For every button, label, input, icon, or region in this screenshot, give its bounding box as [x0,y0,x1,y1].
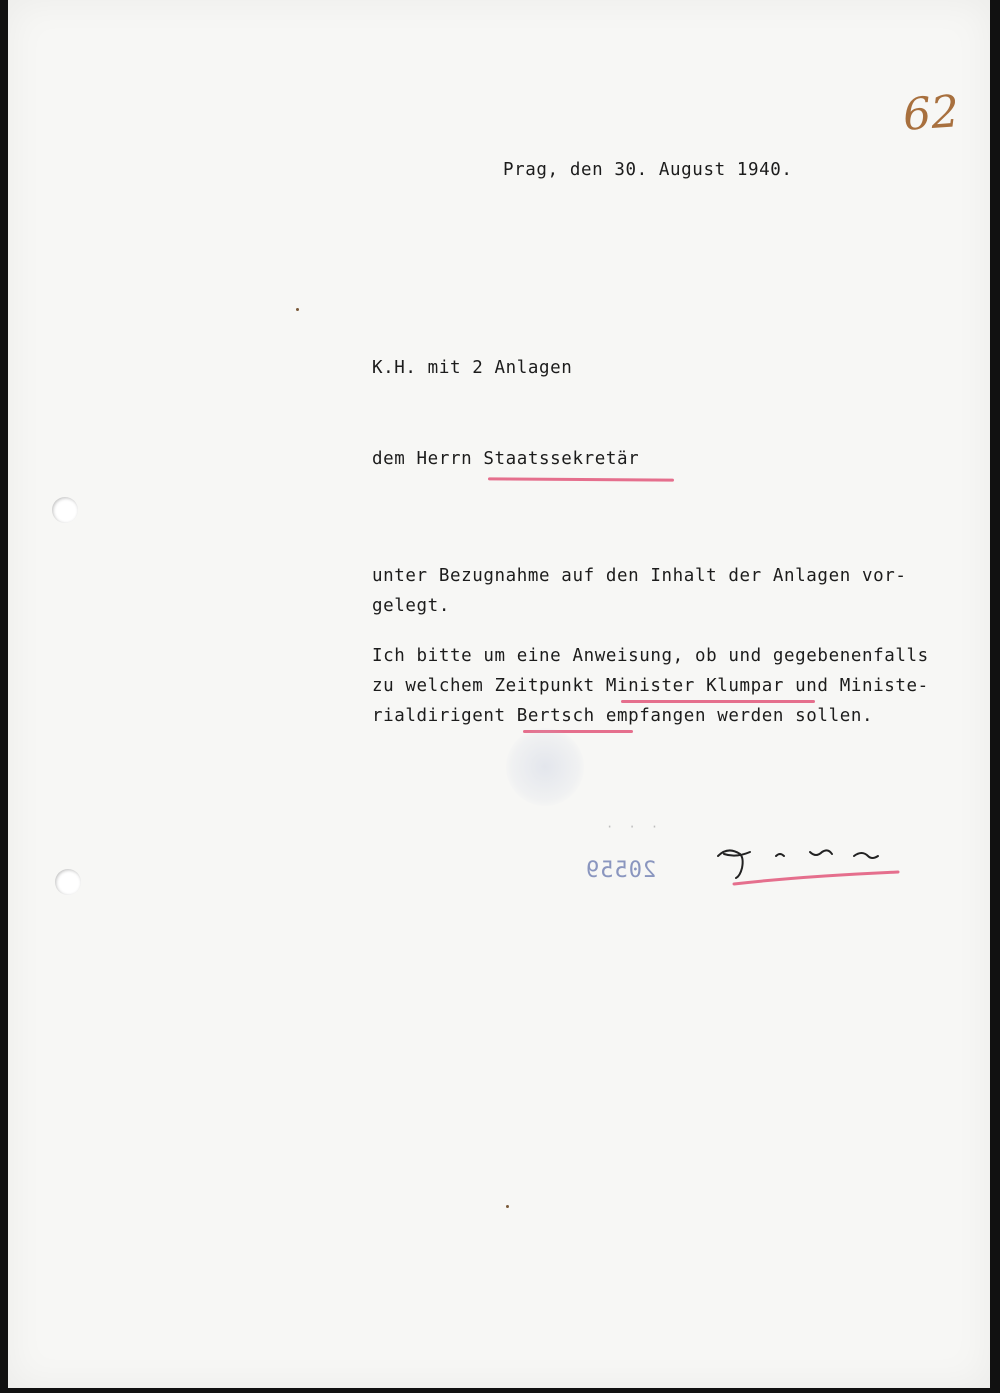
addressee-line [372,449,639,469]
punch-hole-lower [55,869,81,895]
handwritten-page-number: 62 [901,86,961,141]
paragraph2-line3: rialdirigent Bertsch empfangen werden sollen. [372,706,874,726]
paragraph2-line1: Ich bitte um eine Anweisung, ob und gegebenenfalls [372,646,929,666]
pencil-underline-addressee [488,477,674,481]
ink-speck [506,1205,509,1208]
place-date-line: Prag, den 30. August 1940. [503,160,793,180]
pencil-underline-minister [621,700,815,703]
document-page [8,0,990,1388]
faint-specks: · · · [606,820,663,834]
paragraph1-line1: unter Bezugnahme auf den Inhalt der Anlagen vor- [372,566,907,586]
enclosure-line: K.H. mit 2 Anlagen [372,358,573,378]
paragraph2-line2: zu welchem Zeitpunkt Minister Klumpar und Ministe- [372,676,929,696]
paragraph1-line2: gelegt. [372,596,450,616]
addressee-title: Staatssekretär [483,449,640,469]
ink-speck [296,308,299,311]
punch-hole-upper [52,497,78,523]
signature-icon [714,838,904,888]
mirrored-stamp-number: 20559 [585,858,657,883]
addressee-prefix: dem Herrn [372,449,484,469]
faded-round-stamp [506,728,584,806]
